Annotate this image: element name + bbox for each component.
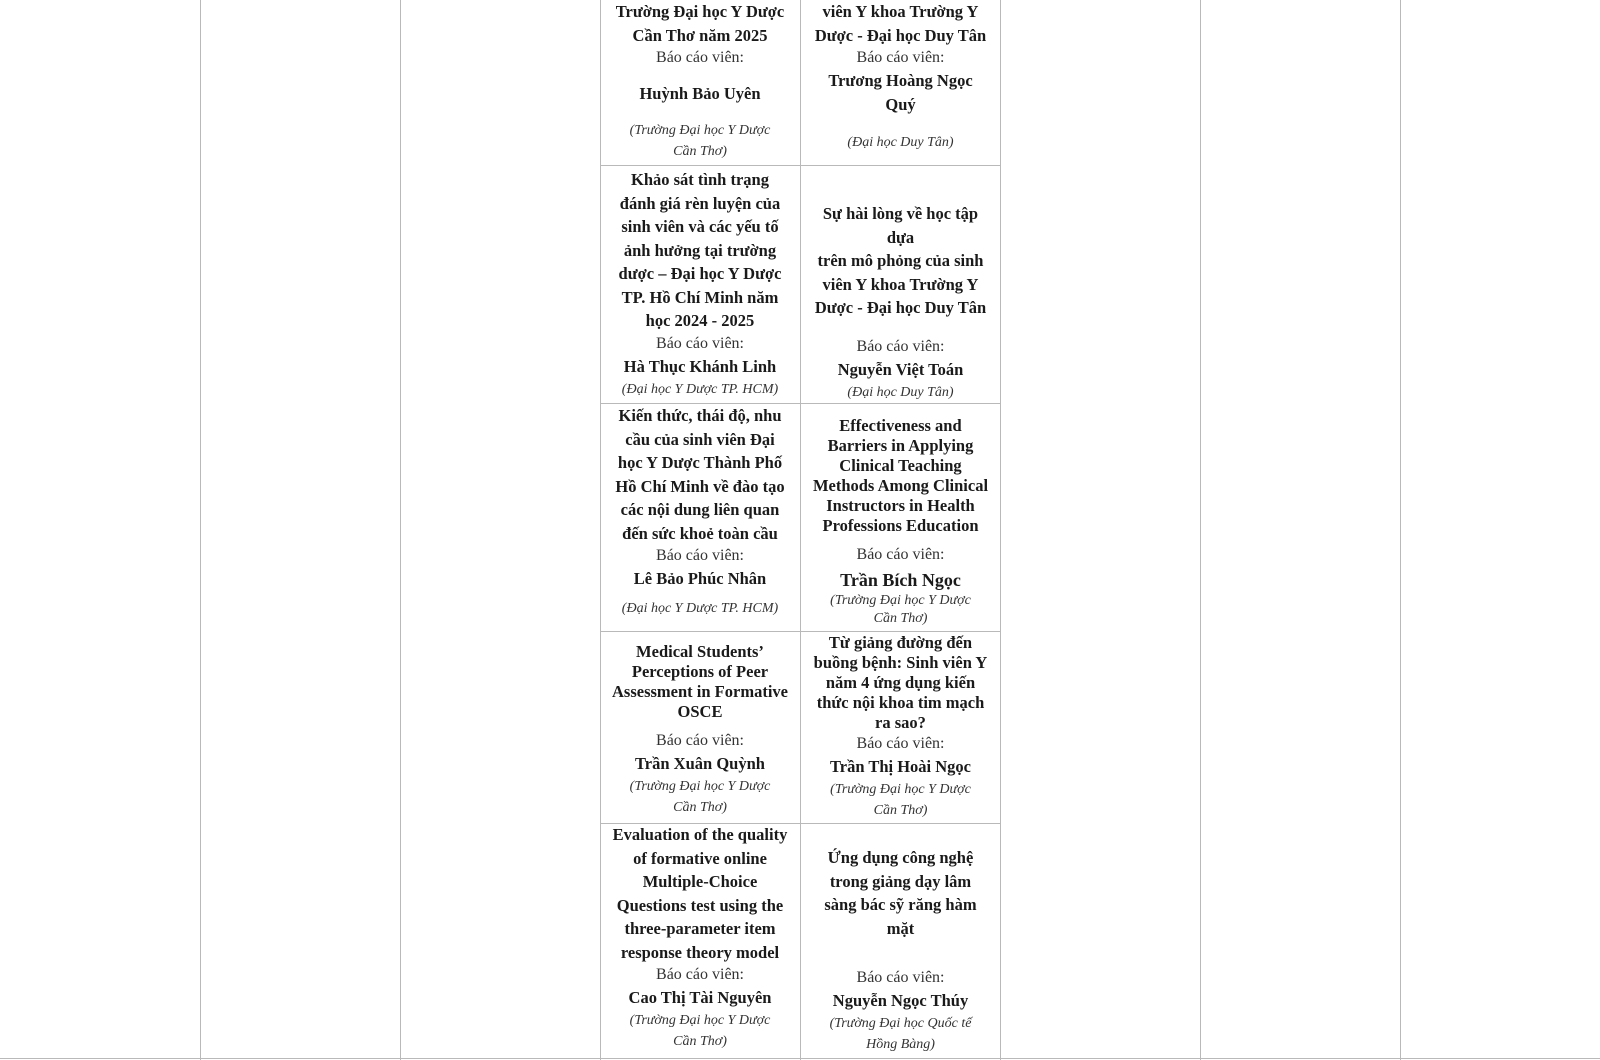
presenter-name: Nguyễn Việt Toán [837, 360, 964, 379]
presenter-affiliation: (Trường Đại học Quốc tế Hồng Bàng) [829, 1016, 972, 1052]
presenter-name: Trần Bích Ngọc [840, 570, 961, 590]
table-column-divider [200, 0, 201, 1060]
presenter-affiliation: (Trường Đại học Y Dược Cần Thơ) [629, 779, 771, 815]
presenter-name: Cao Thị Tài Nguyên [628, 988, 772, 1007]
table-cell [800, 824, 1000, 1058]
presenter-name: Trương Hoàng Ngọc Quý [828, 71, 973, 114]
presenter-name: Huỳnh Bảo Uyên [639, 84, 761, 103]
talk-title: Sự hài lòng về học tập dựa trên mô phỏng của sinh viên Y khoa Trường Y Dược - Đại học Duy Tân [814, 204, 987, 317]
table-cell [800, 632, 1000, 823]
table-row [600, 632, 1000, 824]
presenter-affiliation: (Trường Đại học Y Dược Cần Thơ) [830, 782, 971, 818]
presenter-label: Báo cáo viên: [856, 49, 945, 66]
talk-title: Trường Đại học Y Dược Cần Thơ năm 2025 [615, 2, 785, 45]
table-cell [800, 166, 1000, 403]
talk-title: Khảo sát tình trạng đánh giá rèn luyện của sinh viên và các yếu tố ảnh hưởng tại trường dược – Đại học Y Dược TP. Hồ Chí Minh năm học 2024 - 2025 [618, 170, 782, 330]
presenter-label: Báo cáo viên: [656, 732, 744, 749]
table-cell [600, 404, 800, 631]
presenter-label: Báo cáo viên: [856, 735, 945, 752]
table-column-divider [1400, 0, 1401, 1060]
presenter-name: Lê Bảo Phúc Nhân [633, 569, 767, 588]
talk-title: Từ giảng đường đến buồng bệnh: Sinh viên Y năm 4 ứng dụng kiến thức nội khoa tim mạch ra sao? [813, 633, 988, 732]
table-bottom-border [0, 1058, 1600, 1059]
presenter-label: Báo cáo viên: [856, 338, 945, 355]
table-row [600, 0, 1000, 166]
table-row [600, 824, 1000, 1058]
talk-title: viên Y khoa Trường Y Dược - Đại học Duy Tân [814, 2, 987, 45]
presenter-name: Hà Thục Khánh Linh [623, 356, 777, 376]
presenter-name: Trần Thị Hoài Ngọc [829, 757, 972, 776]
table-cell [600, 0, 800, 165]
talk-title: Ứng dụng công nghệ trong giảng dạy lâm sàng bác sỹ răng hàm mặt [824, 848, 977, 938]
presenter-affiliation: (Đại học Y Dược TP. HCM) [621, 381, 779, 397]
presenter-label: Báo cáo viên: [856, 546, 945, 563]
presenter-label: Báo cáo viên: [656, 547, 744, 564]
presenter-name: Trần Xuân Quỳnh [635, 754, 765, 773]
table-cell [600, 824, 800, 1058]
talk-title: Medical Students’ Perceptions of Peer Assessment in Formative OSCE [612, 642, 788, 721]
presenter-affiliation: (Đại học Duy Tân) [847, 135, 954, 150]
talk-title: Evaluation of the quality of formative online Multiple-Choice Questions test using the three-parameter item response theory model [612, 825, 788, 962]
presenter-affiliation: (Đại học Duy Tân) [847, 385, 954, 400]
presenter-affiliation: (Trường Đại học Y Dược Cần Thơ) [830, 593, 971, 626]
table-cell [800, 404, 1000, 631]
talk-title: Effectiveness and Barriers in Applying Clinical Teaching Methods Among Clinical Instructors in Health Professions Education [812, 416, 989, 535]
table-cell [600, 166, 800, 403]
presenter-affiliation: (Trường Đại học Y Dược Cần Thơ) [629, 1013, 771, 1049]
table-column-divider [1200, 0, 1201, 1060]
presenter-affiliation: (Đại học Y Dược TP. HCM) [621, 601, 779, 616]
presenter-affiliation: (Trường Đại học Y Dược Cần Thơ) [629, 123, 771, 159]
table-cell [600, 632, 800, 823]
table-cell [800, 0, 1000, 165]
table-row [600, 166, 1000, 404]
talk-title: Kiến thức, thái độ, nhu cầu của sinh viên Đại học Y Dược Thành Phố Hồ Chí Minh về đào tạo các nội dung liên quan đến sức khoẻ toàn cầu [615, 406, 785, 543]
table-column-divider [1000, 0, 1001, 1060]
table-row [600, 404, 1000, 632]
presentations-table [600, 0, 1000, 1058]
presenter-label: Báo cáo viên: [656, 334, 744, 352]
presenter-label: Báo cáo viên: [656, 966, 744, 983]
presenter-name: Nguyễn Ngọc Thúy [832, 991, 969, 1010]
presenter-label: Báo cáo viên: [856, 969, 945, 986]
table-column-divider [400, 0, 401, 1060]
presenter-label: Báo cáo viên: [656, 49, 744, 66]
